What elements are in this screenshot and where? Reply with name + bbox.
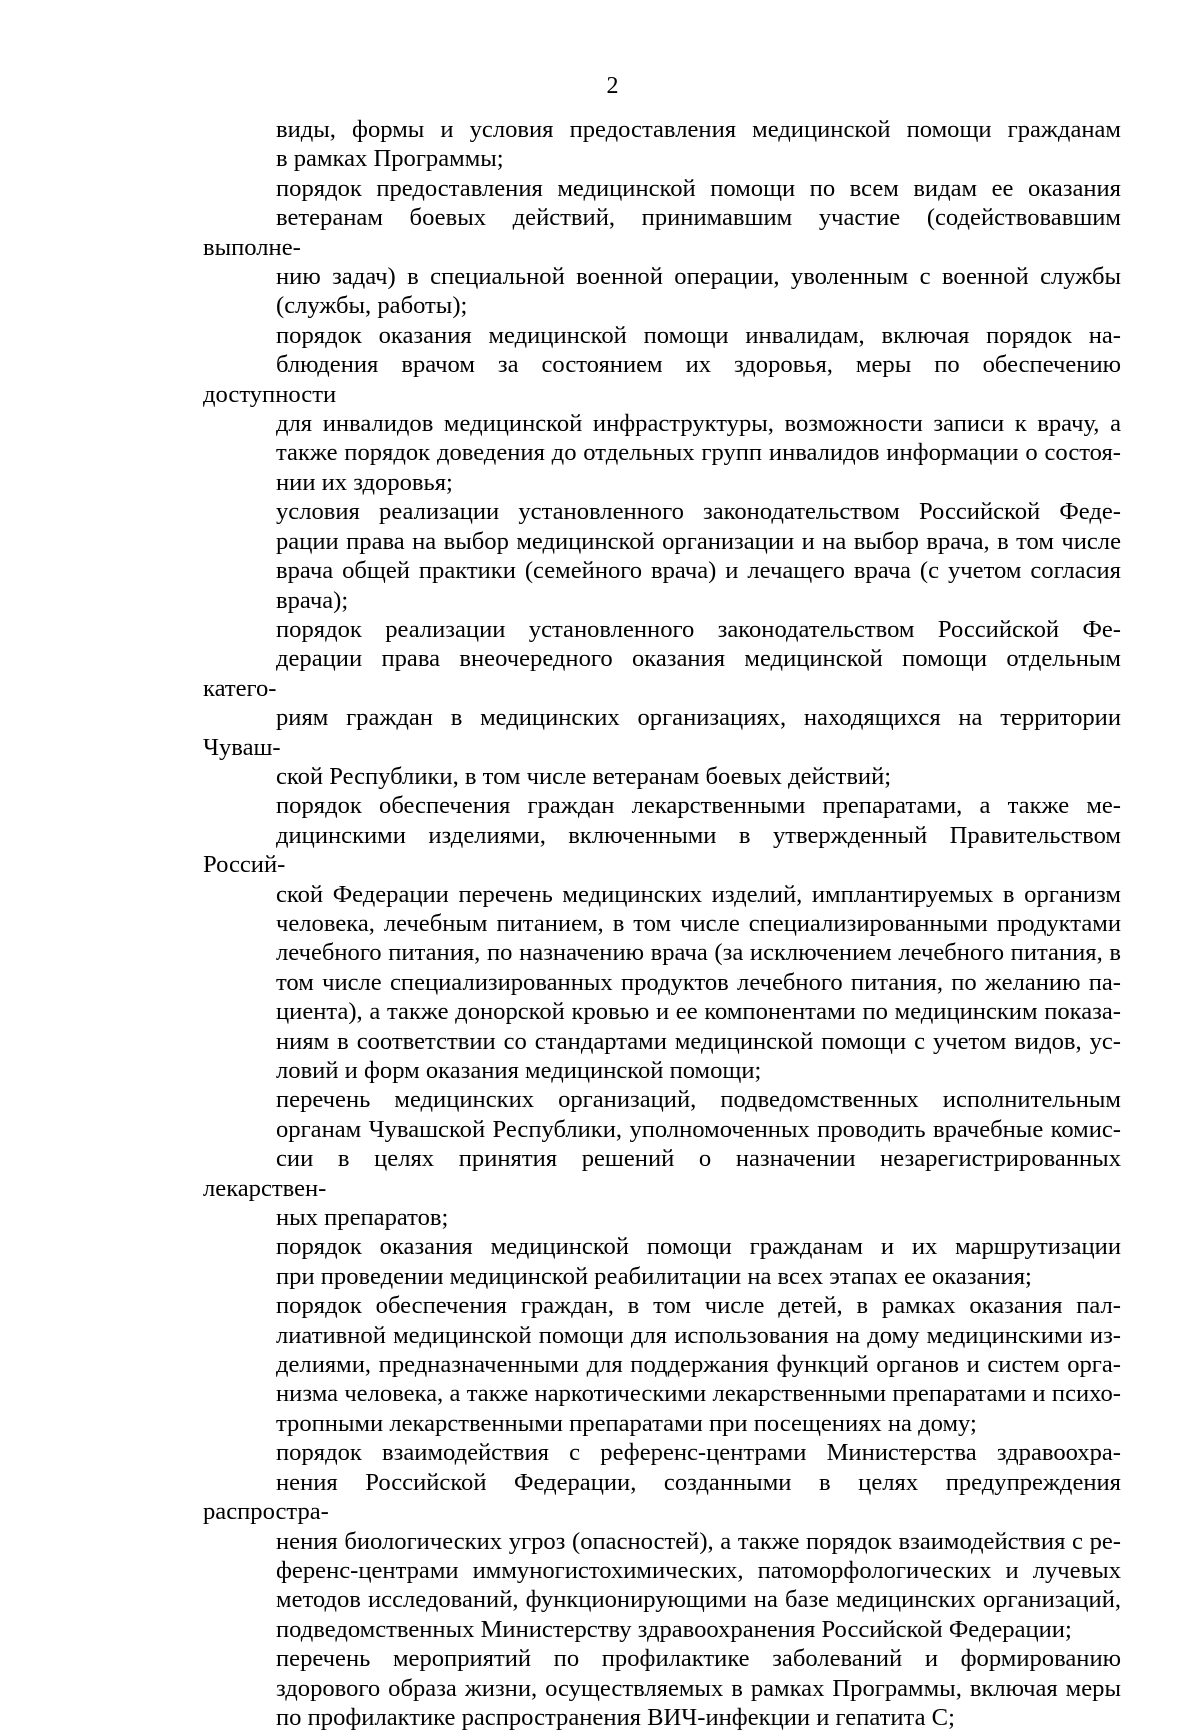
paragraph xyxy=(203,321,1121,497)
text-line: порядок обеспечения граждан лекарственными препаратами, а также ме- xyxy=(276,792,1121,820)
text-line: виды, формы и условия предоставления медицинской помощи гражданам xyxy=(276,116,1121,143)
text-line: нения Российской Федерации, созданными в целях предупреждения распростра- xyxy=(203,1468,1121,1526)
text-line: перечень медицинских организаций, подведомственных исполнительным xyxy=(276,1086,1121,1114)
text-line: нии их здоровья; xyxy=(276,468,453,496)
text-line: порядок оказания медицинской помощи инвалидам, включая порядок на- xyxy=(276,321,1121,349)
paragraph xyxy=(203,1291,1121,1438)
text-line: циента), а также донорской кровью и ее компонентами по медицинским показа- xyxy=(276,998,1121,1026)
text-line: дицинскими изделиями, включенными в утвержденный Правительством Россий- xyxy=(203,821,1121,879)
text-line: также порядок доведения до отдельных групп инвалидов информации о состоя- xyxy=(276,439,1121,467)
text-line: ской Республики, в том числе ветеранам боевых действий; xyxy=(276,762,892,790)
text-line: подведомственных Министерству здравоохранения Российской Федерации; xyxy=(276,1615,1072,1643)
text-line: перечень мероприятий по профилактике заболеваний и формированию xyxy=(276,1645,1121,1673)
text-line: нения биологических угроз (опасностей), а также порядок взаимодействия с ре- xyxy=(276,1527,1121,1555)
text-line: том числе специализированных продуктов лечебного питания, по желанию па- xyxy=(276,968,1121,996)
text-line: блюдения врачом за состоянием их здоровья, меры по обеспечению доступности xyxy=(203,351,1121,408)
text-line: лечебного питания, по назначению врача (за исключением лечебного питания, в xyxy=(276,939,1121,967)
text-line: ской Федерации перечень медицинских изделий, имплантируемых в организм xyxy=(276,880,1121,908)
paragraph xyxy=(203,1438,1121,1644)
text-line: врача общей практики (семейного врача) и лечащего врача (с учетом согласия xyxy=(276,557,1121,585)
text-line: условия реализации установленного законодательством Российской Феде- xyxy=(276,498,1121,526)
text-line: методов исследований, функционирующими на базе медицинских организаций, xyxy=(276,1586,1121,1614)
text-line: по профилактике распространения ВИЧ-инфекции и гепатита С; xyxy=(276,1703,955,1731)
paragraph xyxy=(203,115,1121,174)
text-line: органам Чувашской Республики, уполномоченных проводить врачебные комис- xyxy=(276,1115,1121,1143)
text-line: делиями, предназначенными для поддержания функций органов и систем орга- xyxy=(276,1351,1121,1379)
text-line: ных препаратов; xyxy=(276,1204,449,1232)
text-line: при проведении медицинской реабилитации на всех этапах ее оказания; xyxy=(276,1262,1032,1290)
text-line: тропными лекарственными препаратами при посещениях на дому; xyxy=(276,1409,977,1437)
paragraph xyxy=(203,1644,1121,1732)
text-line: ветеранам боевых действий, принимавшим участие (содействовавшим выполне- xyxy=(203,204,1121,261)
paragraph xyxy=(203,1232,1121,1291)
text-line: для инвалидов медицинской инфраструктуры, возможности записи к врачу, а xyxy=(276,410,1121,438)
text-line: дерации права внеочередного оказания медицинской помощи отдельным катего- xyxy=(203,645,1121,702)
text-line: нию задач) в специальной военной операции, уволенным с военной службы xyxy=(276,263,1121,291)
text-line: сии в целях принятия решений о назначении незарегистрированных лекарствен- xyxy=(203,1145,1121,1202)
paragraph xyxy=(203,1085,1121,1232)
text-line: риям граждан в медицинских организациях, находящихся на территории Чуваш- xyxy=(203,704,1121,761)
text-line: (службы, работы); xyxy=(276,292,468,320)
text-line: здорового образа жизни, осуществляемых в рамках Программы, включая меры xyxy=(276,1674,1121,1702)
text-line: порядок предоставления медицинской помощи по всем видам ее оказания xyxy=(276,174,1121,202)
text-line: ловий и форм оказания медицинской помощи; xyxy=(276,1057,762,1084)
text-line: ниям в соответствии со стандартами медицинской помощи с учетом видов, ус- xyxy=(276,1027,1121,1055)
document-body xyxy=(203,115,1121,1732)
text-line: порядок взаимодействия с референс-центрами Министерства здравоохра- xyxy=(276,1439,1121,1467)
text-line: порядок оказания медицинской помощи гражданам и их маршрутизации xyxy=(276,1233,1121,1261)
text-line: в рамках Программы; xyxy=(276,145,504,173)
paragraph xyxy=(203,615,1121,791)
text-line: ференс-центрами иммуногистохимических, патоморфологических и лучевых xyxy=(276,1556,1121,1584)
paragraph xyxy=(203,497,1121,615)
text-line: врача); xyxy=(276,586,349,614)
text-line: низма человека, а также наркотическими лекарственными препаратами и психо- xyxy=(276,1380,1121,1408)
text-line: лиативной медицинской помощи для использования на дому медицинскими из- xyxy=(276,1321,1121,1349)
paragraph xyxy=(203,791,1121,1085)
text-line: человека, лечебным питанием, в том числе специализированными продуктами xyxy=(276,909,1121,937)
paragraph xyxy=(203,174,1121,321)
text-line: порядок обеспечения граждан, в том числе детей, в рамках оказания пал- xyxy=(276,1292,1121,1320)
text-line: порядок реализации установленного законодательством Российской Фе- xyxy=(276,615,1121,643)
text-line: рации права на выбор медицинской организации и на выбор врача, в том числе xyxy=(276,527,1121,555)
page-number: 2 xyxy=(606,73,619,99)
